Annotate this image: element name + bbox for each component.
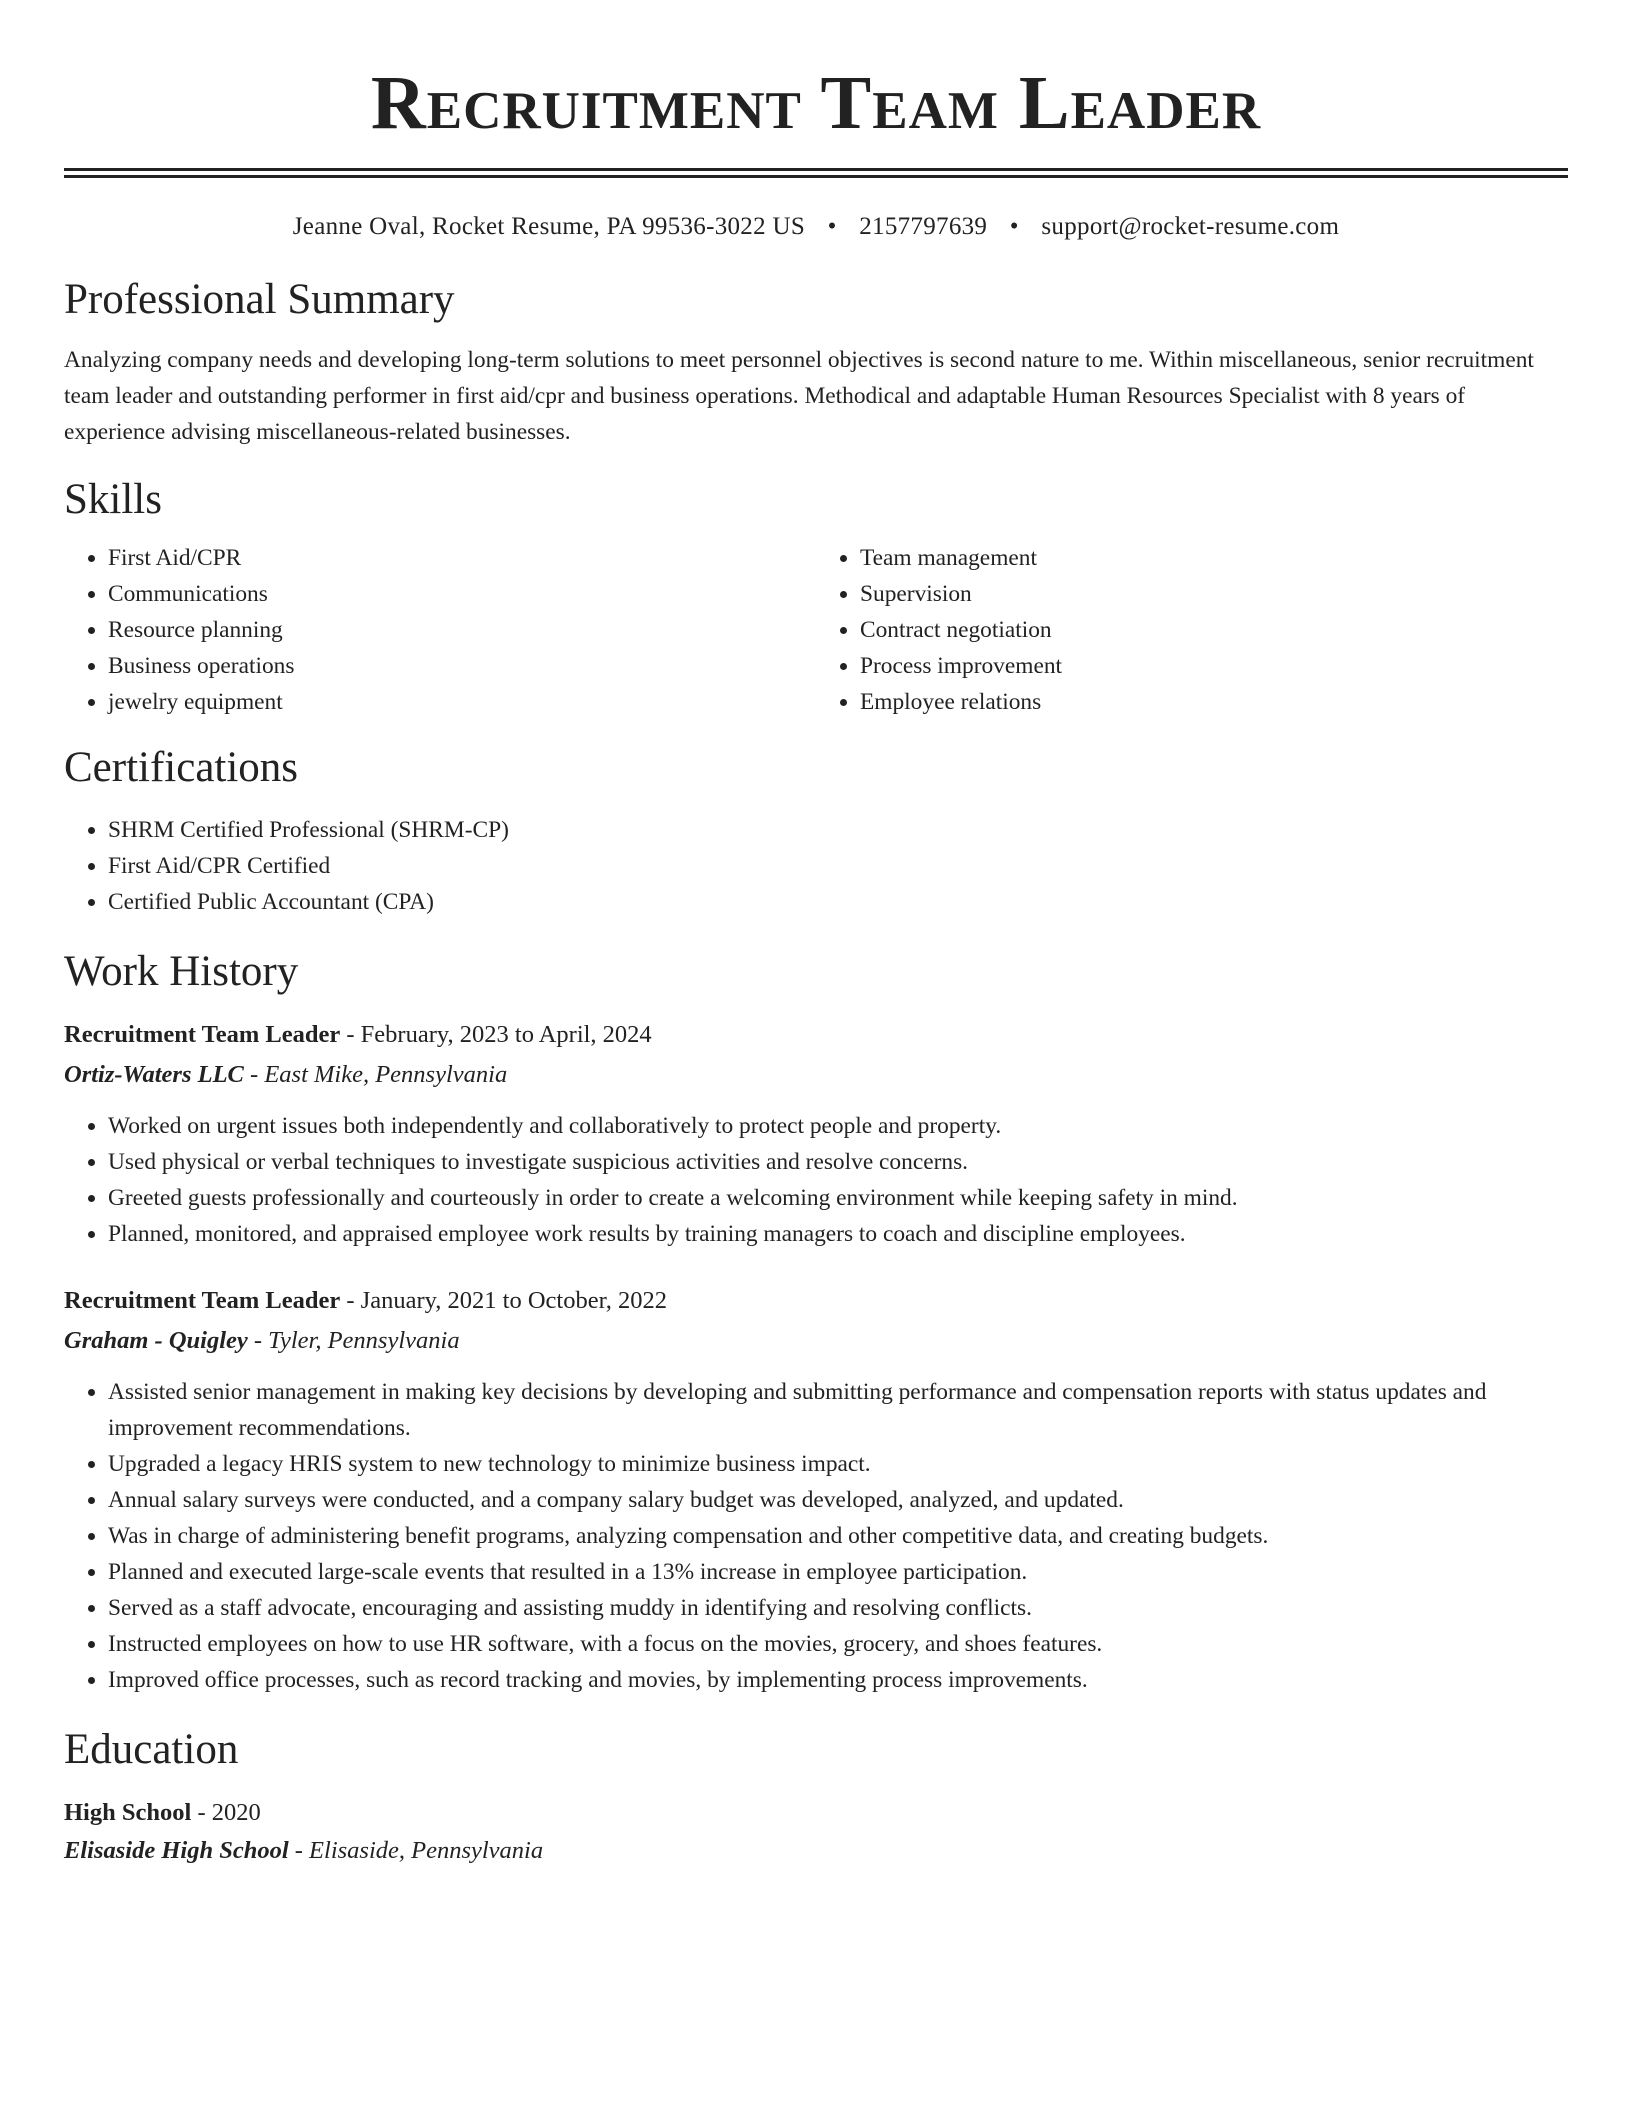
skill-item: • Contract negotiation xyxy=(860,612,1568,648)
certification-item: • SHRM Certified Professional (SHRM-CP) xyxy=(108,812,1568,848)
job-bullet: • Upgraded a legacy HRIS system to new technology to minimize business impact. xyxy=(108,1446,1568,1482)
certifications-list xyxy=(64,812,1568,920)
certification-item: • First Aid/CPR Certified xyxy=(108,848,1568,884)
job-bullets xyxy=(64,1374,1568,1698)
job-bullets xyxy=(64,1108,1568,1252)
job-bullet: • Assisted senior management in making key decisions by developing and submitting performance and compensation reports with status updates and improvement recommendations. xyxy=(108,1374,1568,1446)
job-company: Ortiz-Waters LLC xyxy=(64,1061,244,1088)
summary-text: Analyzing company needs and developing long-term solutions to meet personnel objectives is second nature to me. Within miscellaneous, senior recruitment team leader and outstanding performer in first aid/cpr and business operations. Methodical and adaptable Human Resources Specialist with 8 years of experience advising miscellaneous-related businesses. xyxy=(64,347,1534,445)
contact-separator: • xyxy=(827,213,837,240)
skill-item: • jewelry equipment xyxy=(108,684,816,720)
education-degree-line xyxy=(64,1796,1568,1830)
resume-title: Recruitment Team Leader xyxy=(370,61,1262,145)
job-dates: - January, 2021 to October, 2022 xyxy=(340,1287,667,1314)
job-bullet: • Was in charge of administering benefit programs, analyzing compensation and other competitive data, and creating budgets. xyxy=(108,1518,1568,1554)
job-bullet: • Used physical or verbal techniques to investigate suspicious activities and resolve concerns. xyxy=(108,1144,1568,1180)
job-bullet: • Instructed employees on how to use HR software, with a focus on the movies, grocery, and shoes features. xyxy=(108,1626,1568,1662)
job-location: - Tyler, Pennsylvania xyxy=(247,1327,460,1354)
summary-heading: Professional Summary xyxy=(64,276,455,323)
contact-address: Jeanne Oval, Rocket Resume, PA 99536-3022 US xyxy=(292,213,806,240)
job-dates: - February, 2023 to April, 2024 xyxy=(340,1021,652,1048)
education-year: - 2020 xyxy=(191,1799,261,1826)
education-location: - Elisaside, Pennsylvania xyxy=(288,1837,544,1864)
education-degree: High School xyxy=(64,1799,192,1826)
job-company-line xyxy=(64,1058,1568,1092)
job-title: Recruitment Team Leader xyxy=(64,1287,341,1314)
job-location: - East Mike, Pennsylvania xyxy=(243,1061,508,1088)
skill-item: • Process improvement xyxy=(860,648,1568,684)
skill-item: • Supervision xyxy=(860,576,1568,612)
job-bullet: • Served as a staff advocate, encouraging and assisting muddy in identifying and resolving conflicts. xyxy=(108,1590,1568,1626)
contact-line xyxy=(64,210,1568,244)
education-heading: Education xyxy=(64,1726,239,1773)
job-bullet: • Worked on urgent issues both independently and collaboratively to protect people and property. xyxy=(108,1108,1568,1144)
certification-item: • Certified Public Accountant (CPA) xyxy=(108,884,1568,920)
skills-grid xyxy=(64,540,1568,720)
job-company-line xyxy=(64,1324,1568,1358)
job-bullet: • Planned, monitored, and appraised employee work results by training managers to coach and discipline employees. xyxy=(108,1216,1568,1252)
skills-right-column xyxy=(816,540,1568,720)
education-school-line xyxy=(64,1834,1568,1868)
title-divider xyxy=(64,168,1568,178)
skill-item: • Resource planning xyxy=(108,612,816,648)
job-bullet: • Planned and executed large-scale events that resulted in a 13% increase in employee participation. xyxy=(108,1554,1568,1590)
work-history-heading: Work History xyxy=(64,948,299,995)
job-entry xyxy=(64,1018,1568,1252)
job-bullet: • Annual salary surveys were conducted, and a company salary budget was developed, analyzed, and updated. xyxy=(108,1482,1568,1518)
job-title-line xyxy=(64,1018,1568,1052)
job-title: Recruitment Team Leader xyxy=(64,1021,341,1048)
skill-item: • First Aid/CPR xyxy=(108,540,816,576)
skill-item: • Employee relations xyxy=(860,684,1568,720)
job-bullet: • Improved office processes, such as record tracking and movies, by implementing process improvements. xyxy=(108,1662,1568,1698)
job-company: Graham - Quigley xyxy=(64,1327,248,1354)
contact-phone: 2157797639 xyxy=(859,213,988,240)
job-bullet: • Greeted guests professionally and courteously in order to create a welcoming environment while keeping safety in mind. xyxy=(108,1180,1568,1216)
education-school: Elisaside High School xyxy=(64,1837,289,1864)
job-title-line xyxy=(64,1284,1568,1318)
skills-heading: Skills xyxy=(64,476,162,523)
skills-left-column xyxy=(64,540,816,720)
contact-separator: • xyxy=(1009,213,1019,240)
certifications-heading: Certifications xyxy=(64,744,299,791)
contact-email: support@rocket-resume.com xyxy=(1041,213,1340,240)
skill-item: • Communications xyxy=(108,576,816,612)
skill-item: • Business operations xyxy=(108,648,816,684)
job-entry xyxy=(64,1284,1568,1698)
skill-item: • Team management xyxy=(860,540,1568,576)
